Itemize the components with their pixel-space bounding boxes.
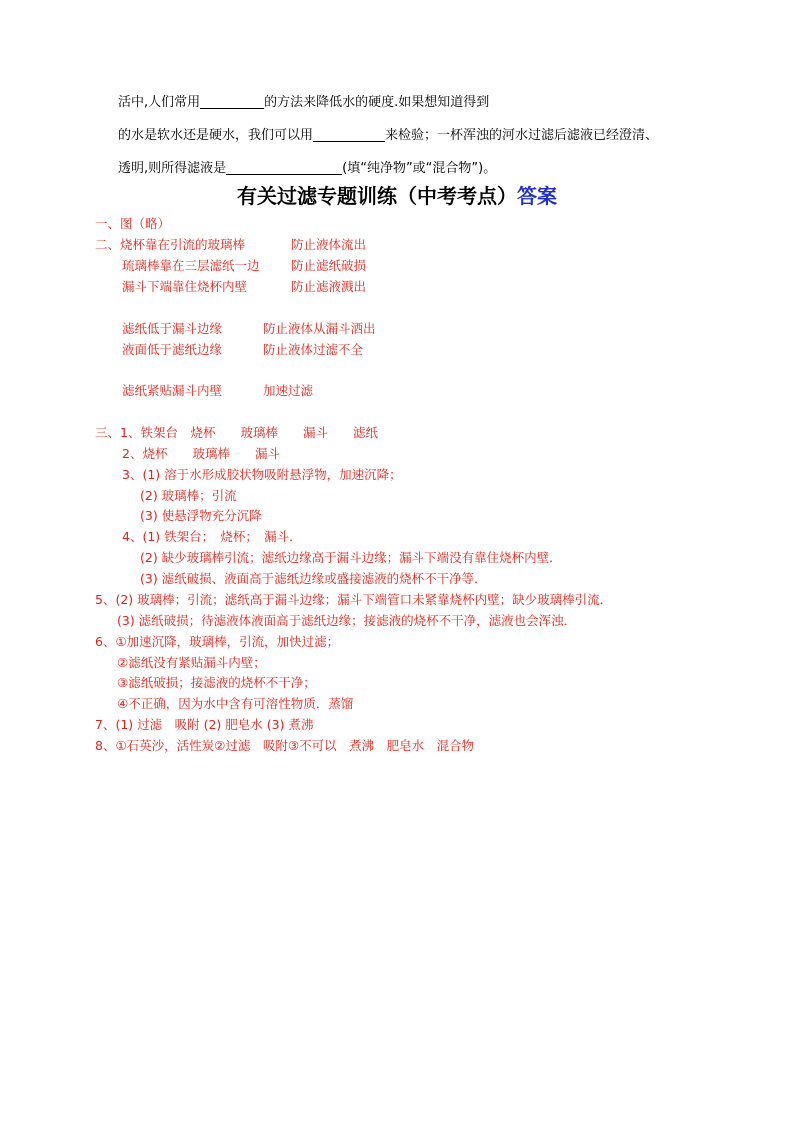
answer-line: 三、1、铁架台 烧杯 玻璃棒 漏斗 滤纸	[95, 425, 378, 440]
title-answer-word: 答案	[517, 184, 557, 208]
page-title	[0, 182, 794, 210]
answer-line: 一、图（略）	[95, 216, 171, 231]
intro-line-2	[118, 125, 758, 146]
answer-line: 防止液体流出	[291, 237, 367, 252]
intro-text: (填“纯净物”或“混合物”)。	[342, 161, 497, 176]
intro-line-1	[118, 92, 758, 113]
intro-text: 的水是软水还是硬水，我们可以用	[118, 128, 314, 143]
answer-line: ④不正确，因为水中含有可溶性物质．蒸馏	[117, 696, 354, 711]
answer-line: 7、(1) 过滤 吸附 (2) 肥皂水 (3) 煮沸	[95, 717, 314, 732]
answer-line: (2) 缺少玻璃棒引流；滤纸边缘高于漏斗边缘；漏斗下端没有靠住烧杯内壁．	[140, 550, 562, 565]
answer-blank	[226, 160, 342, 175]
answer-line: 液面低于滤纸边缘	[122, 342, 223, 357]
answer-line: (3) 滤纸破损；待滤液体液面高于滤纸边缘；接滤液的烧杯不干净，滤液也会浑浊．	[117, 613, 577, 628]
answer-blank	[313, 127, 385, 142]
question-intro	[118, 92, 758, 191]
answer-line: 防止液体过滤不全	[263, 342, 364, 357]
answer-line: 6、①加速沉降，玻璃棒，引流，加快过滤；	[95, 634, 340, 649]
answer-line: 3、(1) 溶于水形成胶状物吸附悬浮物，加速沉降；	[122, 467, 402, 482]
answer-line: ②滤纸没有紧贴漏斗内壁；	[117, 655, 266, 670]
title-main: 有关过滤专题训练（中考考点）	[237, 184, 517, 208]
answer-line: (2) 玻璃棒；引流	[140, 488, 237, 503]
answer-line: 防止滤液溅出	[291, 279, 367, 294]
answer-line: ③滤纸破损；接滤液的烧杯不干净；	[117, 675, 316, 690]
answer-line: 防止液体从漏斗洒出	[263, 321, 376, 336]
answer-line: 2、烧杯 玻璃棒 漏斗	[122, 446, 280, 461]
answer-line: 琉璃棒靠在三层滤纸一边	[122, 258, 260, 273]
intro-line-3	[118, 158, 758, 179]
answer-line: 漏斗下端靠住烧杯内壁	[122, 279, 248, 294]
intro-text: 透明,则所得滤液是	[118, 161, 227, 176]
answer-line: 5、(2) 玻璃棒；引流；滤纸高于漏斗边缘；漏斗下端管口未紧靠烧杯内壁；缺少玻璃棒引流．	[95, 592, 613, 607]
answer-line: 滤纸低于漏斗边缘	[122, 321, 223, 336]
answer-line: 防止滤纸破损	[291, 258, 367, 273]
answer-line: (3) 滤纸破损、液面高于滤纸边缘或盛接滤液的烧杯不干净等．	[140, 571, 487, 586]
intro-text: 来检验；一杯浑浊的河水过滤后滤液已经澄清、	[385, 128, 659, 143]
intro-text: 活中,人们常用	[118, 95, 201, 110]
intro-text: 的方法来降低水的硬度.如果想知道得到	[264, 95, 490, 110]
answer-line: 4、(1) 铁架台； 烧杯； 漏斗．	[122, 529, 302, 544]
answer-line: 滤纸紧贴漏斗内壁	[122, 383, 223, 398]
answer-line: 8、①石英沙，活性炭②过滤 吸附③不可以 煮沸 肥皂水 混合物	[95, 738, 475, 753]
answer-line: 二、烧杯靠在引流的玻璃棒	[95, 237, 246, 252]
answer-line: 加速过滤	[263, 383, 314, 398]
answer-blank	[200, 94, 264, 109]
answer-line: (3) 使悬浮物充分沉降	[140, 508, 262, 523]
